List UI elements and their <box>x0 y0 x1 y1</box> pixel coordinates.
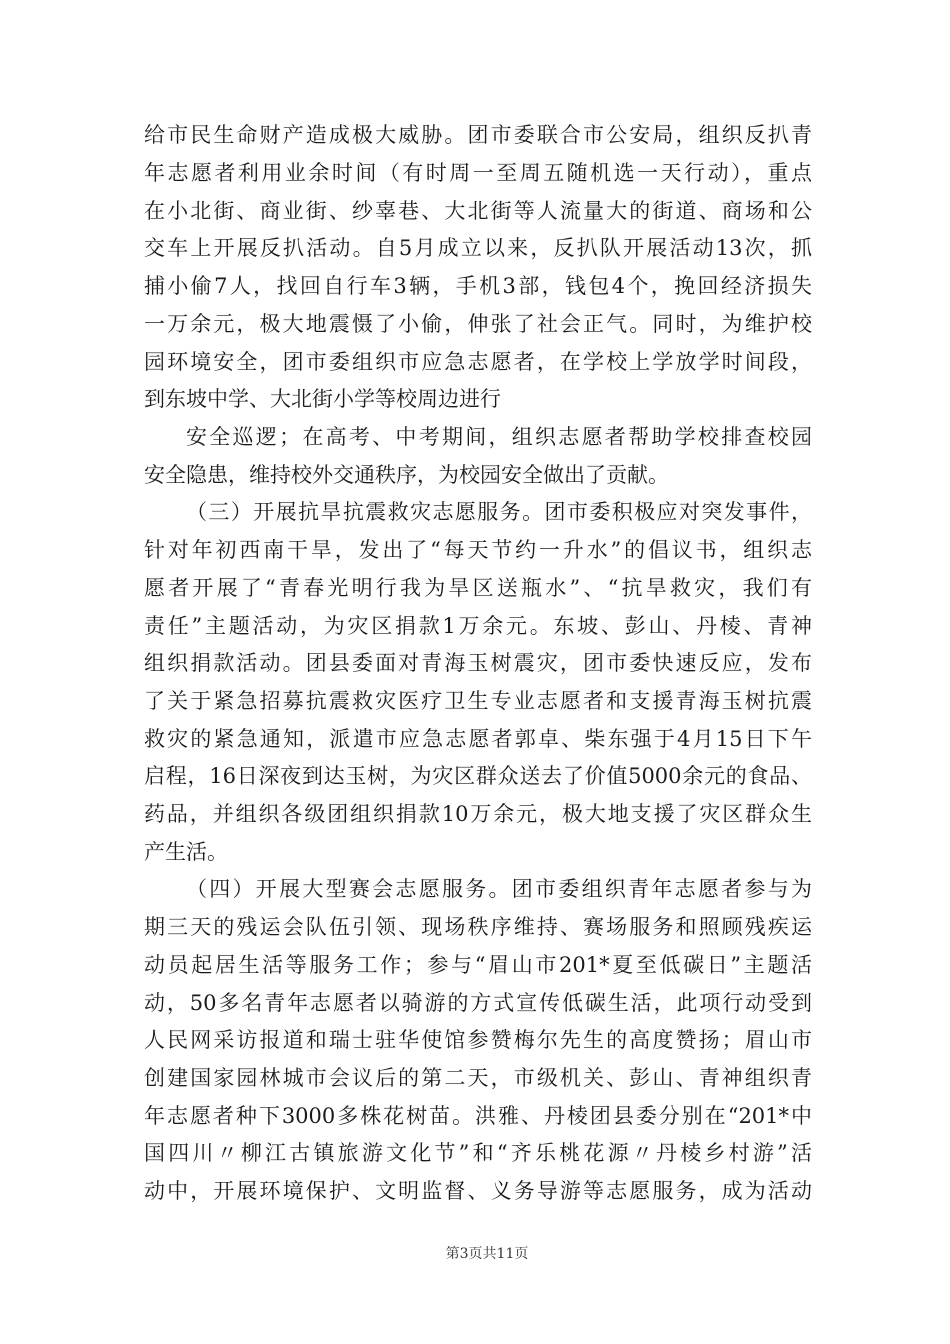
paragraph-first-line: 安全巡逻；在高考、中考期间，组织志愿者帮助学校排查校园 <box>186 425 812 449</box>
body-text-line: 国四川〃柳江古镇旅游文化节”和“齐乐桃花源〃丹棱乡村游”活 <box>144 1141 812 1165</box>
body-text-line: 了关于紧急招募抗震救灾医疗卫生专业志愿者和支援青海玉树抗震 <box>144 689 812 713</box>
body-text-line: 启程，16日深夜到达玉树，为灾区群众送去了价值5000余元的食品、 <box>144 764 812 788</box>
body-text-line: 交车上开展反扒活动。自5月成立以来，反扒队开展活动13次，抓 <box>144 236 812 260</box>
body-text-line: 年志愿者利用业余时间（有时周一至周五随机选一天行动），重点 <box>144 161 812 185</box>
body-text-line: 一万余元，极大地震慑了小偷，伸张了社会正气。同时，为维护校 <box>144 312 812 336</box>
body-text-line: 园环境安全，团市委组织市应急志愿者，在学校上学放学时间段， <box>144 350 812 374</box>
section-heading-line-3: （三）开展抗旱抗震救灾志愿服务。团市委积极应对突发事件， <box>186 500 812 524</box>
page-footer <box>0 1244 950 1264</box>
body-text-line: 给市民生命财产造成极大威胁。团市委联合市公安局，组织反扒青 <box>144 123 812 147</box>
body-text-line: 期三天的残运会队伍引领、现场秩序维持、赛场服务和照顾残疾运 <box>144 915 812 939</box>
body-text-line: 到东坡中学、大北街小学等校周边进行 <box>144 387 501 411</box>
section-heading-line-4: （四）开展大型赛会志愿服务。团市委组织青年志愿者参与为 <box>186 877 812 901</box>
body-text-line: 针对年初西南干旱，发出了“每天节约一升水”的倡议书，组织志 <box>144 538 812 562</box>
body-text-line: 责任”主题活动，为灾区捐款1万余元。东坡、彭山、丹棱、青神 <box>144 614 812 638</box>
body-text-line: 动，50多名青年志愿者以骑游的方式宣传低碳生活，此项行动受到 <box>144 991 812 1015</box>
body-text-line: 人民网采访报道和瑞士驻华使馆参赞梅尔先生的高度赞扬；眉山市 <box>144 1028 812 1052</box>
body-text-line: 动中，开展环境保护、文明监督、义务导游等志愿服务，成为活动 <box>144 1179 812 1203</box>
body-text-line: 捕小偷7人，找回自行车3辆，手机3部，钱包4个，挽回经济损失 <box>144 274 812 298</box>
body-text-line: 创建国家园林城市会议后的第二天，市级机关、彭山、青神组织青 <box>144 1066 812 1090</box>
body-text-line: 药品，并组织各级团组织捐款10万余元，极大地支援了灾区群众生 <box>144 802 812 826</box>
body-text-line: 组织捐款活动。团县委面对青海玉树震灾，团市委快速反应，发布 <box>144 651 812 675</box>
body-text-line: 救灾的紧急通知，派遣市应急志愿者郭卓、柴东强于4月15日下午 <box>144 727 812 751</box>
body-text-line: 动员起居生活等服务工作；参与“眉山市201*夏至低碳日”主题活 <box>144 953 812 977</box>
body-text-line: 愿者开展了“青春光明行我为旱区送瓶水”、“抗旱救灾，我们有 <box>144 576 812 600</box>
body-text-line: 产生活。 <box>144 840 228 864</box>
body-text-line: 安全隐患，维持校外交通秩序，为校园安全做出了贡献。 <box>144 463 669 487</box>
body-text-line: 年志愿者种下3000多株花树苗。洪雅、丹棱团县委分别在“201*中 <box>144 1104 812 1128</box>
page-number: 第3页共11页 <box>445 1246 529 1262</box>
body-text-line: 在小北街、商业街、纱辜巷、大北街等人流量大的街道、商场和公 <box>144 199 812 223</box>
